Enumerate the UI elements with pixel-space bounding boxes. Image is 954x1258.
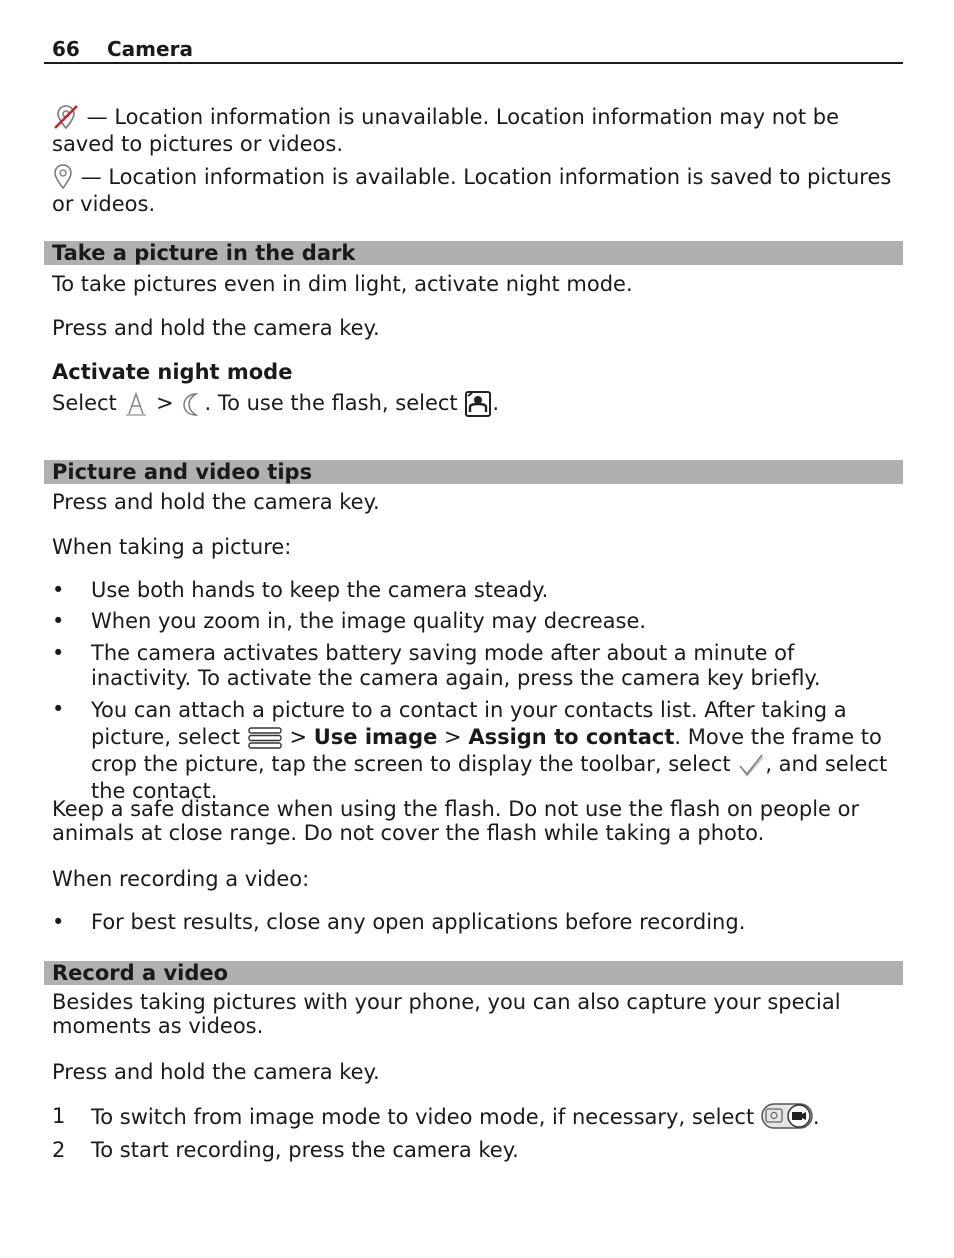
location-on-icon bbox=[52, 163, 74, 189]
night-mode-icon bbox=[180, 391, 204, 417]
night-mode-subheading: Activate night mode bbox=[52, 360, 293, 384]
bullet-text: Use both hands to keep the camera steady. bbox=[91, 578, 549, 602]
record-press: Press and hold the camera key. bbox=[52, 1060, 380, 1084]
arrow-separator: > bbox=[282, 725, 314, 749]
location-off-icon bbox=[52, 103, 80, 129]
dark-intro: To take pictures even in dim light, activate night mode. bbox=[52, 272, 633, 296]
night-mode-instruction bbox=[52, 390, 902, 418]
step-number: 2 bbox=[52, 1138, 66, 1162]
bullet-mark: • bbox=[52, 910, 65, 934]
contact-tip-text-2: . Move the frame to crop the picture, tap the screen to display the toolbar, select bbox=[91, 725, 882, 776]
flash-instruction: . To use the flash, select bbox=[204, 391, 458, 415]
location-available-text bbox=[52, 164, 902, 217]
night-flash-icon bbox=[464, 390, 492, 418]
tips-when-video: When recording a video: bbox=[52, 867, 310, 891]
list-item bbox=[52, 697, 902, 803]
list-item bbox=[52, 1138, 902, 1164]
record-intro: Besides taking pictures with your phone, you can also capture your special moments as videos. bbox=[52, 990, 841, 1038]
video-mode-toggle-icon bbox=[761, 1102, 813, 1130]
location-unavailable-label: — Location information is unavailable. Location information may not be saved to pictures or videos. bbox=[52, 105, 840, 156]
arrow-separator: > bbox=[149, 391, 174, 415]
period: . bbox=[492, 391, 500, 415]
flash-warning: Keep a safe distance when using the flash. Do not use the flash on people or animals at close range. Do not cover the flash while taking a photo. bbox=[52, 797, 860, 845]
assign-to-contact-option: Assign to contact bbox=[468, 725, 675, 749]
bullet-text: When you zoom in, the image quality may decrease. bbox=[91, 609, 647, 633]
checkmark-icon bbox=[737, 752, 765, 778]
location-available-label: — Location information is available. Location information is saved to pictures or videos. bbox=[52, 165, 892, 216]
use-image-option: Use image bbox=[313, 725, 438, 749]
arrow-separator: > bbox=[437, 725, 469, 749]
bullet-mark: • bbox=[52, 609, 65, 633]
dark-press: Press and hold the camera key. bbox=[52, 316, 380, 340]
bullet-text: The camera activates battery saving mode after about a minute of inactivity. To activate the camera again, press the camera key briefly. bbox=[91, 641, 821, 690]
section-heading-dark: Take a picture in the dark bbox=[44, 241, 903, 265]
contact-tip-text: You can attach a picture to a contact in your contacts list. After taking a picture, select bbox=[91, 698, 847, 749]
page-number: 66 bbox=[52, 37, 80, 61]
step-number: 1 bbox=[52, 1104, 66, 1128]
section-heading-tips: Picture and video tips bbox=[44, 460, 903, 484]
bullet-mark: • bbox=[52, 641, 65, 665]
step-text: To start recording, press the camera key. bbox=[91, 1138, 519, 1162]
step-1-text: To switch from image mode to video mode, if necessary, select bbox=[91, 1105, 755, 1129]
section-heading-record: Record a video bbox=[44, 961, 903, 985]
list-item bbox=[52, 1104, 902, 1132]
list-item bbox=[52, 910, 902, 936]
period: . bbox=[812, 1105, 820, 1129]
auto-scene-icon bbox=[123, 391, 149, 417]
list-item bbox=[52, 578, 902, 604]
step-text bbox=[91, 1104, 901, 1132]
bullet-mark: • bbox=[52, 697, 65, 721]
select-label: Select bbox=[52, 391, 117, 415]
page-header bbox=[44, 36, 903, 64]
section-title: Camera bbox=[107, 37, 193, 61]
menu-icon bbox=[247, 725, 283, 751]
bullet-text bbox=[91, 697, 901, 805]
contact-tip-text-3: , and select the contact. bbox=[91, 752, 888, 803]
list-item bbox=[52, 609, 902, 635]
bullet-text: For best results, close any open applications before recording. bbox=[91, 910, 746, 934]
tips-when-picture: When taking a picture: bbox=[52, 535, 292, 559]
tips-press: Press and hold the camera key. bbox=[52, 490, 380, 514]
bullet-mark: • bbox=[52, 578, 65, 602]
list-item bbox=[52, 641, 902, 693]
location-unavailable-text bbox=[52, 104, 902, 157]
